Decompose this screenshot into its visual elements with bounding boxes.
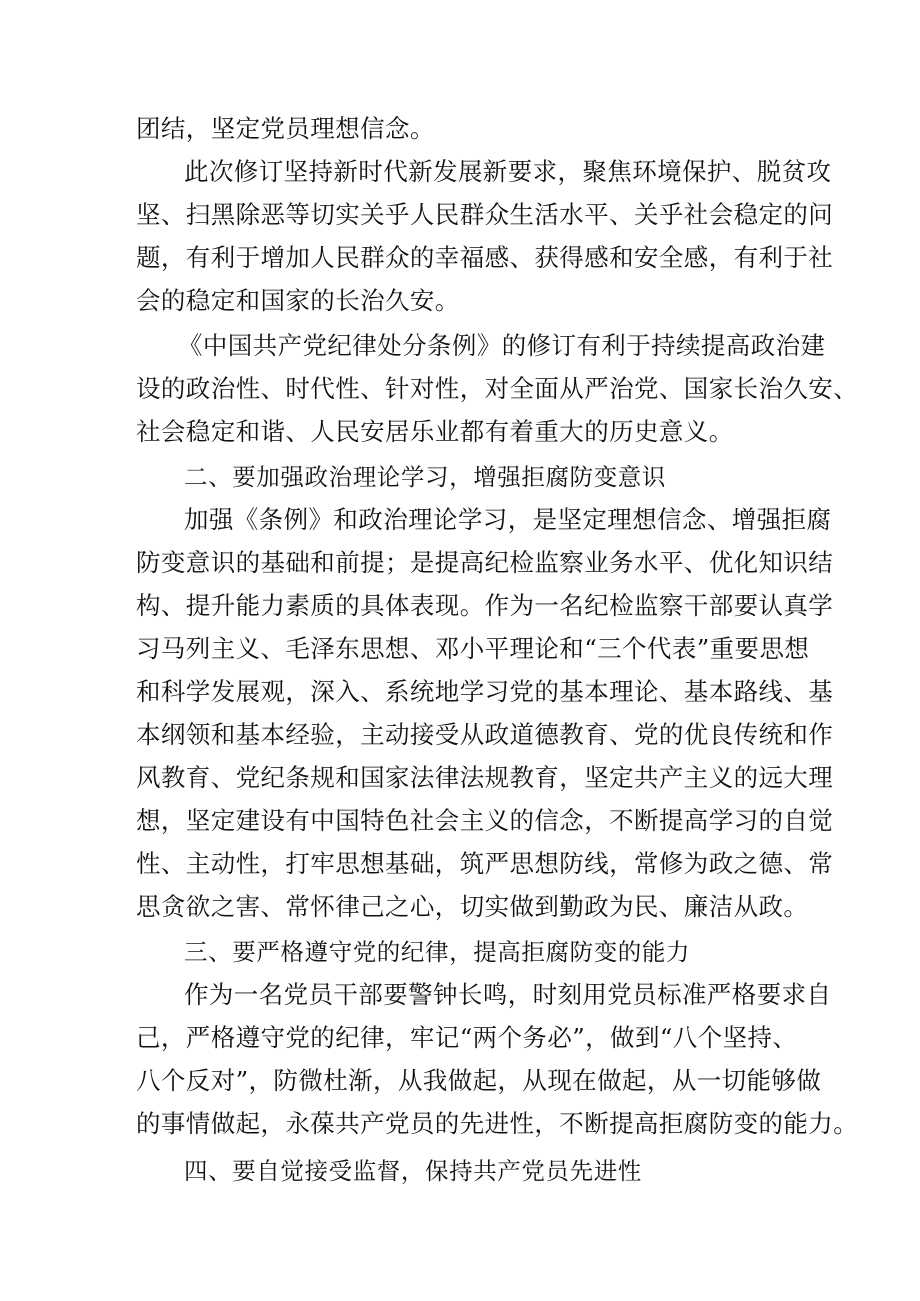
section-heading: 三、要严格遵守党的纪律，提高拒腐防变的能力 xyxy=(184,938,691,966)
text-line: 习马列主义、毛泽东思想、邓小平理论和“三个代表”重要思想 xyxy=(136,634,810,663)
text-line: 社会稳定和谐、人民安居乐业都有着重大的历史意义。 xyxy=(136,417,734,446)
text-line: 坚、扫黑除恶等切实关乎人民群众生活水平、关乎社会稳定的问 xyxy=(136,200,834,229)
text-line: 的事情做起，永葆共产党员的先进性，不断提高拒腐防变的能力。 xyxy=(136,1109,859,1138)
section-heading: 四、要自觉接受监督，保持共产党员先进性 xyxy=(184,1157,642,1185)
text-line: 会的稳定和国家的长治久安。 xyxy=(136,286,460,315)
section-heading: 二、要加强政治理论学习，增强拒腐防变意识 xyxy=(184,463,666,491)
text-line: 此次修订坚持新时代新发展新要求，聚焦环境保护、脱贫攻 xyxy=(184,157,832,186)
text-line: 和科学发展观，深入、系统地学习党的基本理论、基本路线、基 xyxy=(136,677,834,706)
text-line: 思贪欲之害、常怀律己之心，切实做到勤政为民、廉洁从政。 xyxy=(136,892,809,921)
text-line: 设的政治性、时代性、针对性，对全面从严治党、国家长治久安、 xyxy=(136,374,859,403)
text-line: 想，坚定建设有中国特色社会主义的信念，不断提高学习的自觉 xyxy=(136,806,834,835)
text-line: 作为一名党员干部要警钟长鸣，时刻用党员标准严格要求自 xyxy=(184,980,832,1009)
text-line: 本纲领和基本经验，主动接受从政道德教育、党的优良传统和作 xyxy=(136,720,834,749)
text-line: 团结，坚定党员理想信念。 xyxy=(136,114,435,143)
text-line: 构、提升能力素质的具体表现。作为一名纪检监察干部要认真学 xyxy=(136,591,834,620)
text-line: 八个反对”，防微杜渐，从我做起，从现在做起，从一切能够做 xyxy=(136,1066,822,1095)
text-line: 己，严格遵守党的纪律，牢记“两个务必”，做到“八个坚持、 xyxy=(136,1023,798,1052)
text-line: 加强《条例》和政治理论学习，是坚定理想信念、增强拒腐 xyxy=(184,505,832,534)
text-line: 防变意识的基础和前提；是提高纪检监察业务水平、优化知识结 xyxy=(136,548,834,577)
text-line: 题，有利于增加人民群众的幸福感、获得感和安全感，有利于社 xyxy=(136,243,834,272)
text-line: 《中国共产党纪律处分条例》的修订有利于持续提高政治建 xyxy=(178,331,826,360)
text-line: 风教育、党纪条规和国家法律法规教育，坚定共产主义的远大理 xyxy=(136,763,834,792)
text-line: 性、主动性，打牢思想基础，筑严思想防线，常修为政之德、常 xyxy=(136,849,834,878)
